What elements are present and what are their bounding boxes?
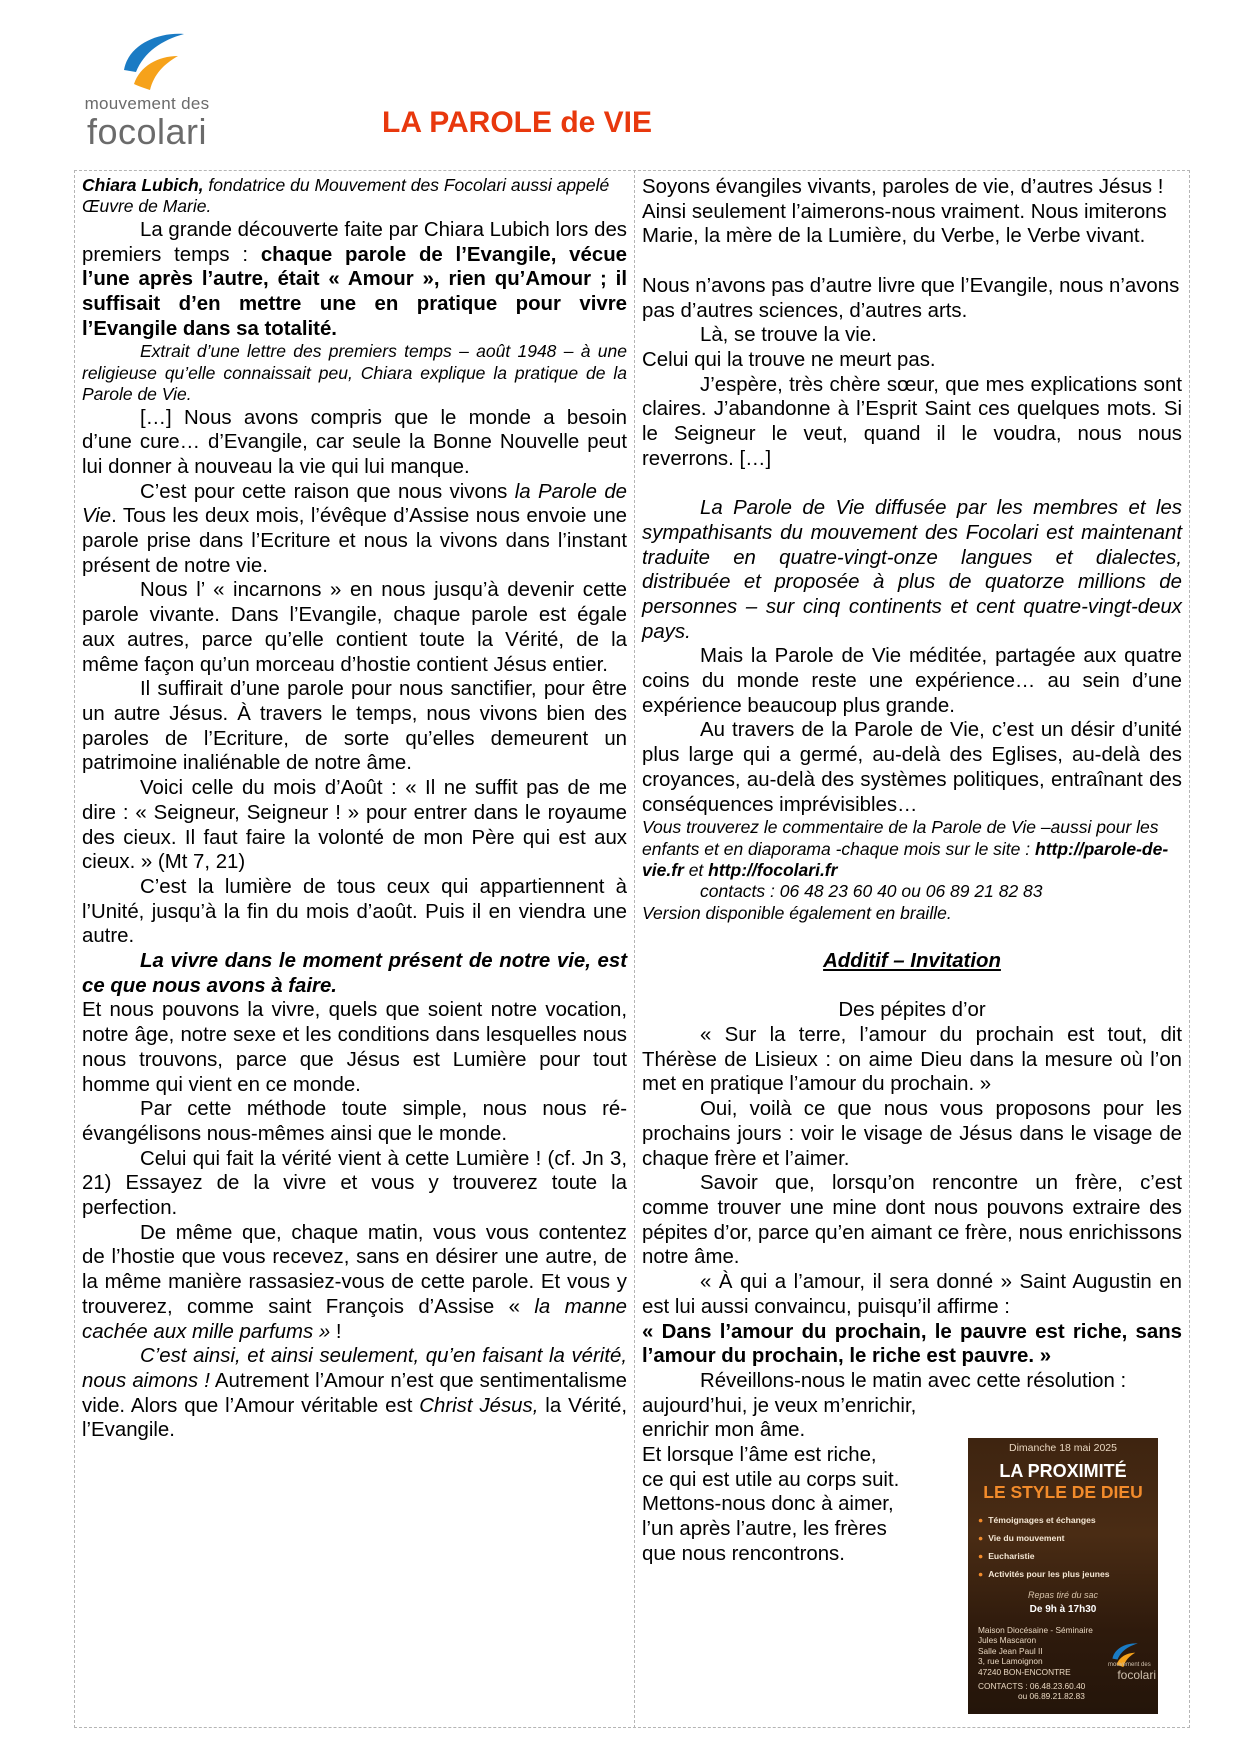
resolution-line-1: aujourd’hui, je veux m’enrichir,	[642, 1394, 917, 1417]
letter-paragraph-4: Il suffirait d’une parole pour nous sanctifier, pour être un autre Jésus. À travers le temps, nous vivons bien des paroles de l’Ecriture, de sorte qu’elles demeurent un patrimoine inaliénable de notre âme.	[82, 678, 627, 775]
left-column	[82, 175, 627, 1443]
poster-program-item	[978, 1565, 1150, 1583]
poster-program-label: Activités pour les plus jeunes	[988, 1569, 1110, 1579]
resolution-line-4: ce qui est utile au corps suit.	[642, 1468, 900, 1491]
letter-paragraph-2	[82, 480, 627, 579]
letter-paragraph-11	[82, 1221, 627, 1345]
letter-paragraph-12	[82, 1344, 627, 1443]
resolution-line-3: Et lorsque l’âme est riche,	[642, 1444, 877, 1467]
poster-logo-small: mouvement des	[1108, 1662, 1151, 1668]
letter-paragraph-15: Là, se trouve la vie.	[700, 324, 877, 347]
poster-title: LA PROXIMITÉ	[999, 1461, 1127, 1481]
website-note-text: Vous trouverez le commentaire de la Parole de Vie –aussi pour les enfants et en diaporama -chaque mois sur le site :	[642, 817, 1159, 859]
additif-heading: Additif – Invitation	[823, 949, 1001, 972]
letter-text: C’est pour cette raison que nous vivons	[140, 480, 515, 503]
focolari-logo	[74, 22, 234, 152]
invitation-paragraph-2: Oui, voilà ce que nous vous proposons pour les prochains jours : voir le visage de Jésus dans le visage de chaque frère et l’aimer.	[642, 1098, 1182, 1170]
experience-paragraph: Mais la Parole de Vie méditée, partagée aux quatre coins du monde reste une expérience… au sein d’une expérience beaucoup plus grande.	[642, 645, 1182, 717]
poster-address-line: Maison Diocésaine - Séminaire	[978, 1625, 1093, 1635]
bullet-icon: ●	[978, 1515, 984, 1525]
bullet-icon: ●	[978, 1569, 984, 1579]
poster-contacts	[978, 1681, 1154, 1702]
resolution-line-2: enrichir mon âme.	[642, 1419, 806, 1442]
resolution-line-5: Mettons-nous donc à aimer,	[642, 1493, 894, 1516]
letter-paragraph-3: Nous l’ « incarnons » en nous jusqu’à devenir cette parole vivante. Dans l’Evangile, chaque parole est égale aux autres, parce qu’elle contient toute la Vérité, de la même façon qu’un morceau d’hostie contient Jésus entier.	[82, 579, 627, 676]
intro-paragraph	[82, 175, 627, 218]
poster-hours: De 9h à 17h30	[1029, 1604, 1097, 1615]
focolari-logo-icon	[104, 26, 194, 92]
poster-program-item	[978, 1547, 1150, 1565]
website-note-text: et	[683, 860, 709, 881]
poster-address-line: 3, rue Lamoignon	[978, 1656, 1043, 1667]
letter-paragraph-7: La vivre dans le moment présent de notre vie, est ce que nous avons à faire.	[82, 950, 627, 997]
augustin-quote: « Dans l’amour du prochain, le pauvre est riche, sans l’amour du prochain, le riche est pauvre. »	[642, 1320, 1182, 1368]
right-column	[642, 175, 1182, 1567]
letter-paragraph-17: J’espère, très chère sœur, que mes explications sont claires. J’abandonne à l’Esprit Saint ces quelques mots. Si le Seigneur le veut, quand il le voudra, nous nous reverrons. […]	[642, 373, 1182, 470]
letter-paragraph-8: Et nous pouvons la vivre, quels que soient notre vocation, notre âge, notre sexe et les conditions dans lesquelles nous nous trouvons, parce que Jésus est Lumière pour tout homme qui vient en ce monde.	[82, 999, 627, 1096]
letter-text: !	[330, 1320, 342, 1343]
braille-line: Version disponible également en braille.	[642, 902, 952, 923]
discovery-text: La grande découverte faite par Chiara Lubich lors des premiers temps :	[82, 218, 627, 266]
column-divider	[634, 170, 635, 1728]
poster-program-label: Vie du mouvement	[988, 1533, 1065, 1543]
letter-paragraph-5: Voici celle du mois d’Août : « Il ne suffit pas de me dire : « Seigneur, Seigneur ! » pour entrer dans le royaume des cieux. Il faut faire la volonté de mon Père qui est aux cieux. » (Mt 7, 21)	[82, 777, 627, 874]
logo-text-small: mouvement des	[84, 94, 210, 113]
intro-text: fondatrice du Mouvement des Focolari aussi appelé Œuvre de Marie.	[82, 175, 610, 217]
poster-date: Dimanche 18 mai 2025	[1009, 1442, 1117, 1454]
resolution-line-6: l’un après l’autre, les frères	[642, 1518, 887, 1541]
extract-paragraph: Extrait d’une lettre des premiers temps – août 1948 – à une religieuse qu’elle connaissait peu, Chiara explique la pratique de la Parole de Vie.	[82, 341, 627, 405]
contacts-line: contacts : 06 48 23 60 40 ou 06 89 21 82 83	[700, 881, 1043, 902]
bullet-icon: ●	[978, 1551, 984, 1561]
invitation-paragraph-5: Réveillons-nous le matin avec cette résolution :	[700, 1369, 1127, 1392]
page-title: LA PAROLE de VIE	[382, 106, 653, 139]
letter-italic: Christ Jésus,	[419, 1394, 539, 1417]
website-note	[642, 817, 1182, 881]
letter-text: la Vérité, l’Evangile.	[82, 1394, 627, 1442]
poster-program-item	[978, 1529, 1150, 1547]
letter-paragraph-10: Celui qui fait la vérité vient à cette Lumière ! (cf. Jn 3, 21) Essayez de la vivre et vous y trouverez toute la perfection.	[82, 1147, 627, 1220]
letter-text: . Tous les deux mois, l’évêque d’Assise nous envoie une parole prise dans l’Ecriture et nous la vivons dans l’instant présent de notre vie.	[82, 505, 627, 577]
letter-italic: la manne cachée aux mille parfums »	[82, 1295, 627, 1343]
poster-address-line: Jules Mascaron	[978, 1635, 1037, 1646]
invitation-paragraph-3: Savoir que, lorsqu’on rencontre un frère, c’est comme trouver une mine dont nous pouvons extraire des pépites d’or, parce qu’en aimant ce frère, nous enrichissons notre âme.	[642, 1172, 1182, 1269]
poster-contact-line: CONTACTS : 06.48.23.60.40	[978, 1681, 1086, 1691]
letter-paragraph-9: Par cette méthode toute simple, nous nous ré-évangélisons nous-mêmes ainsi que le monde.	[82, 1098, 627, 1145]
poster-address-line: 47240 BON-ENCONTRE	[978, 1666, 1071, 1677]
letter-paragraph-14: Nous n’avons pas d’autre livre que l’Evangile, nous n’avons pas d’autres sciences, d’autres arts.	[642, 274, 1180, 322]
poster-program-label: Témoignages et échanges	[988, 1515, 1096, 1525]
poster-repas: Repas tiré du sac	[1027, 1590, 1099, 1600]
letter-paragraph-13: Soyons évangiles vivants, paroles de vie, d’autres Jésus ! Ainsi seulement l’aimerons-nous vraiment. Nous imiterons Marie, la mère de la Lumière, du Verbe, le Verbe vivant.	[642, 176, 1167, 248]
poster-address-line: Salle Jean Paul II	[978, 1645, 1043, 1656]
letter-text: De même que, chaque matin, vous vous contentez de l’hostie que vous recevez, sans en désirer une autre, de la même manière rassasiez-vous de cette parole. Et vous y trouverez, comme saint François d’Assise «	[82, 1221, 627, 1318]
discovery-paragraph	[82, 218, 627, 342]
poster-program-list	[978, 1511, 1150, 1583]
discovery-bold: chaque parole de l’Evangile, vécue l’une après l’autre, était « Amour », rien qu’Amour ; il suffisait d’en mettre une en pratique pour vivre l’Evangile dans sa totalité.	[82, 243, 628, 340]
letter-paragraph-6: C’est la lumière de tous ceux qui appartiennent à l’Unité, jusqu’à la fin du mois d’août. Puis il en viendra une autre.	[82, 875, 627, 948]
letter-italic: la Parole de Vie	[82, 480, 627, 528]
logo-text-large: focolari	[86, 111, 208, 152]
invitation-paragraph-4: « À qui a l’amour, il sera donné » Saint Augustin en est lui aussi convaincu, puisqu’il affirme :	[642, 1271, 1182, 1318]
letter-paragraph-16: Celui qui la trouve ne meurt pas.	[642, 348, 936, 371]
bullet-icon: ●	[978, 1533, 984, 1543]
letter-text: Autrement l’Amour n’est que sentimentalisme vide. Alors que l’Amour véritable est	[82, 1369, 627, 1417]
poster-program-item	[978, 1511, 1150, 1529]
resolution-line-7: que nous rencontrons.	[642, 1542, 845, 1565]
letter-paragraph-1: […] Nous avons compris que le monde a besoin d’une cure… d’Evangile, car seule la Bonne Nouvelle peut lui donner à nouveau la vie qui lui manque.	[82, 406, 627, 478]
poster-logo-text: focolari	[1117, 1668, 1156, 1682]
website-link-parole[interactable]: http://parole-de-vie.fr	[642, 838, 1169, 881]
poster-program-label: Eucharistie	[988, 1551, 1035, 1561]
intro-name: Chiara Lubich,	[82, 175, 204, 195]
website-link-focolari[interactable]: http://focolari.fr	[708, 860, 838, 881]
invitation-paragraph-1: « Sur la terre, l’amour du prochain est tout, dit Thérèse de Lisieux : on aime Dieu dans la mesure où l’on met en pratique l’amour du prochain. »	[642, 1024, 1182, 1096]
letter-italic: C’est ainsi, et ainsi seulement, qu’en faisant la vérité, nous aimons !	[82, 1345, 627, 1392]
diffusion-paragraph: La Parole de Vie diffusée par les membres et les sympathisants du mouvement des Focolari est maintenant traduite en quatre-vingt-onze langues et dialectes, distribuée et proposée à plus de quatorze millions de personnes – sur cinq continents et cent quatre-vingt-deux pays.	[642, 497, 1182, 643]
unity-paragraph: Au travers de la Parole de Vie, c’est un désir d’unité plus large qui a germé, au-delà des Eglises, au-delà des croyances, au-delà des systèmes politiques, entraînant des conséquences imprévisibles…	[642, 719, 1182, 816]
pepites-heading: Des pépites d’or	[838, 999, 986, 1022]
poster-contact-line: ou 06.89.21.82.83	[1018, 1691, 1085, 1702]
event-poster	[968, 1438, 1158, 1714]
poster-subtitle: LE STYLE DE DIEU	[983, 1482, 1143, 1502]
